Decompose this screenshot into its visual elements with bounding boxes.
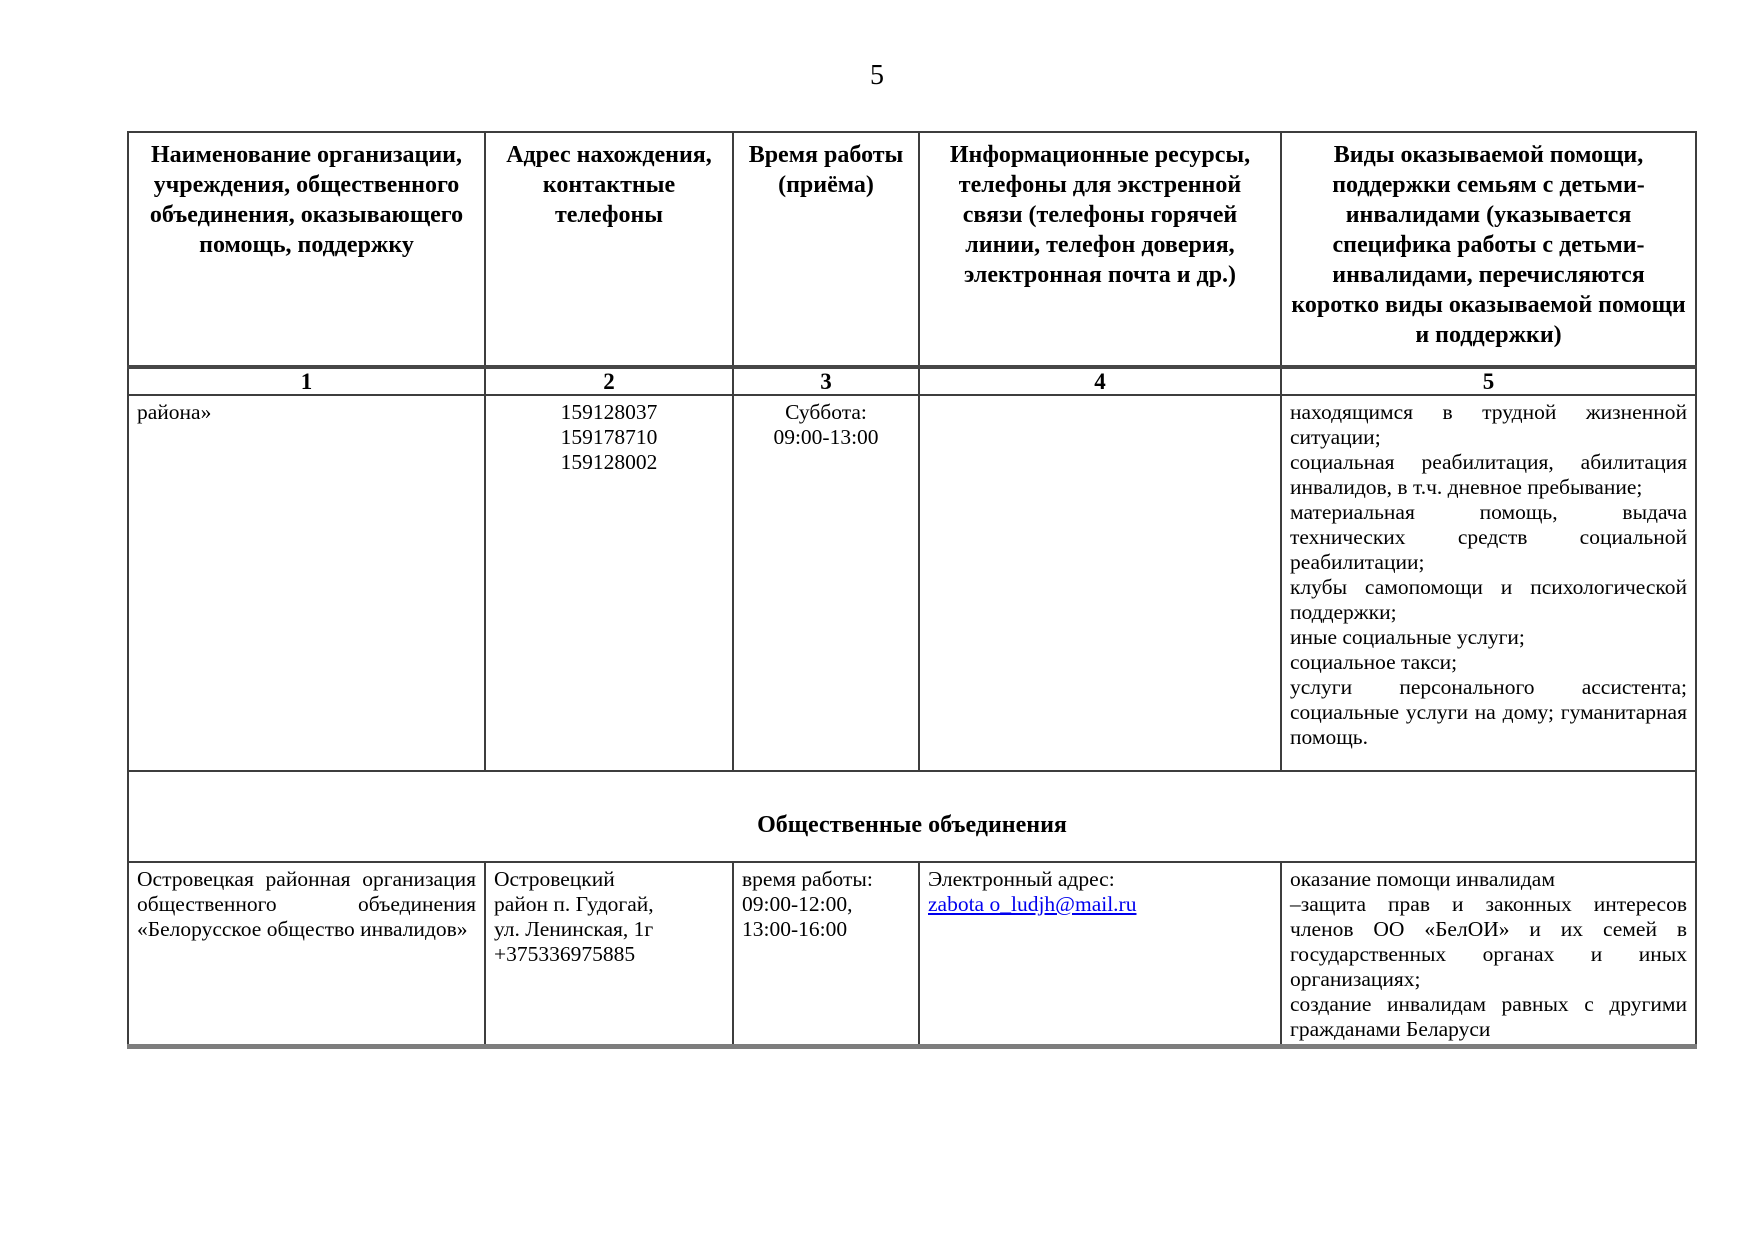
section-header-public-associations: Общественные объединения [128,771,1696,862]
cell-services [1281,862,1696,1047]
text-paragraph: социальное такси; [1290,650,1458,674]
cell-contact-phones [485,395,733,771]
text-line: 09:00-13:00 [773,425,879,449]
email-link[interactable]: zabota o_ludjh@mail.ru [928,892,1137,916]
header-cell-info-resources: Информационные ресурсы, телефоны для экстренной связи (телефоны горячей линии, телефон доверия, электронная почта и др.) [919,132,1281,367]
text-paragraph: социальная реабилитация, абилитация инвалидов, в т.ч. дневное пребывание; [1290,450,1687,499]
header-cell-working-hours: Время работы (приёма) [733,132,919,367]
cell-email [919,862,1281,1047]
column-number-3: 3 [733,367,919,395]
text-line: +375336975885 [494,942,636,966]
column-number-1: 1 [128,367,485,395]
text-line: 09:00-12:00, [742,892,853,916]
text-paragraph: услуги персонального ассистента; социальные услуги на дому; гуманитарная помощь. [1290,675,1687,749]
text-line: ул. Ленинская, 1г [494,917,654,941]
text-line: время работы: [742,867,873,891]
column-numbers-row [128,367,1696,395]
section-header-row [128,771,1696,862]
email-label: Электронный адрес: [928,867,1115,891]
organization-name: Островецкая районная организация общественного объединения «Белорусское общество инвалидов» [137,867,476,941]
text-line: 159128037 [560,400,658,424]
cell-organization-name-continuation [128,395,485,771]
header-cell-organization-name: Наименование организации, учреждения, общественного объединения, оказывающего помощь, поддержку [128,132,485,367]
text-line: Островецкий [494,867,615,891]
page-number: 5 [870,60,884,91]
text-paragraph: создание инвалидам равных с другими гражданами Беларуси [1290,992,1687,1041]
column-number-4: 4 [919,367,1281,395]
column-number-2: 2 [485,367,733,395]
text-line: район п. Гудогай, [494,892,654,916]
text-paragraph: –защита прав и законных интересов членов ОО «БелОИ» и их семей в государственных органах и иных организациях; [1290,892,1687,991]
cell-info-resources-empty [919,395,1281,771]
text-paragraph: иные социальные услуги; [1290,625,1525,649]
text-paragraph: оказание помощи инвалидам [1290,867,1555,891]
cell-organization-name [128,862,485,1047]
text-paragraph: находящимся в трудной жизненной ситуации; [1290,400,1687,449]
cell-schedule [733,862,919,1047]
table-row-organization [128,862,1696,1047]
text-line: Суббота: [785,400,867,424]
cell-address [485,862,733,1047]
cell-working-hours [733,395,919,771]
text-paragraph: материальная помощь, выдача технических средств социальной реабилитации; [1290,500,1687,574]
text-paragraph: клубы самопомощи и психологической поддержки; [1290,575,1687,624]
text-line: 159178710 [560,425,658,449]
table-row-continuation [128,395,1696,771]
text-line: 13:00-16:00 [742,917,848,941]
table-header-row [128,132,1696,367]
header-cell-aid-types: Виды оказываемой помощи, поддержки семьям с детьми-инвалидами (указывается специфика работы с детьми-инвалидами, перечисляются коротко виды оказываемой помощи и поддержки) [1281,132,1696,367]
column-number-5: 5 [1281,367,1696,395]
cell-services-list [1281,395,1696,771]
header-cell-address-phones: Адрес нахождения, контактные телефоны [485,132,733,367]
organizations-table [127,131,1697,1049]
organization-name-fragment: района» [137,400,212,424]
text-line: 159128002 [560,450,658,474]
